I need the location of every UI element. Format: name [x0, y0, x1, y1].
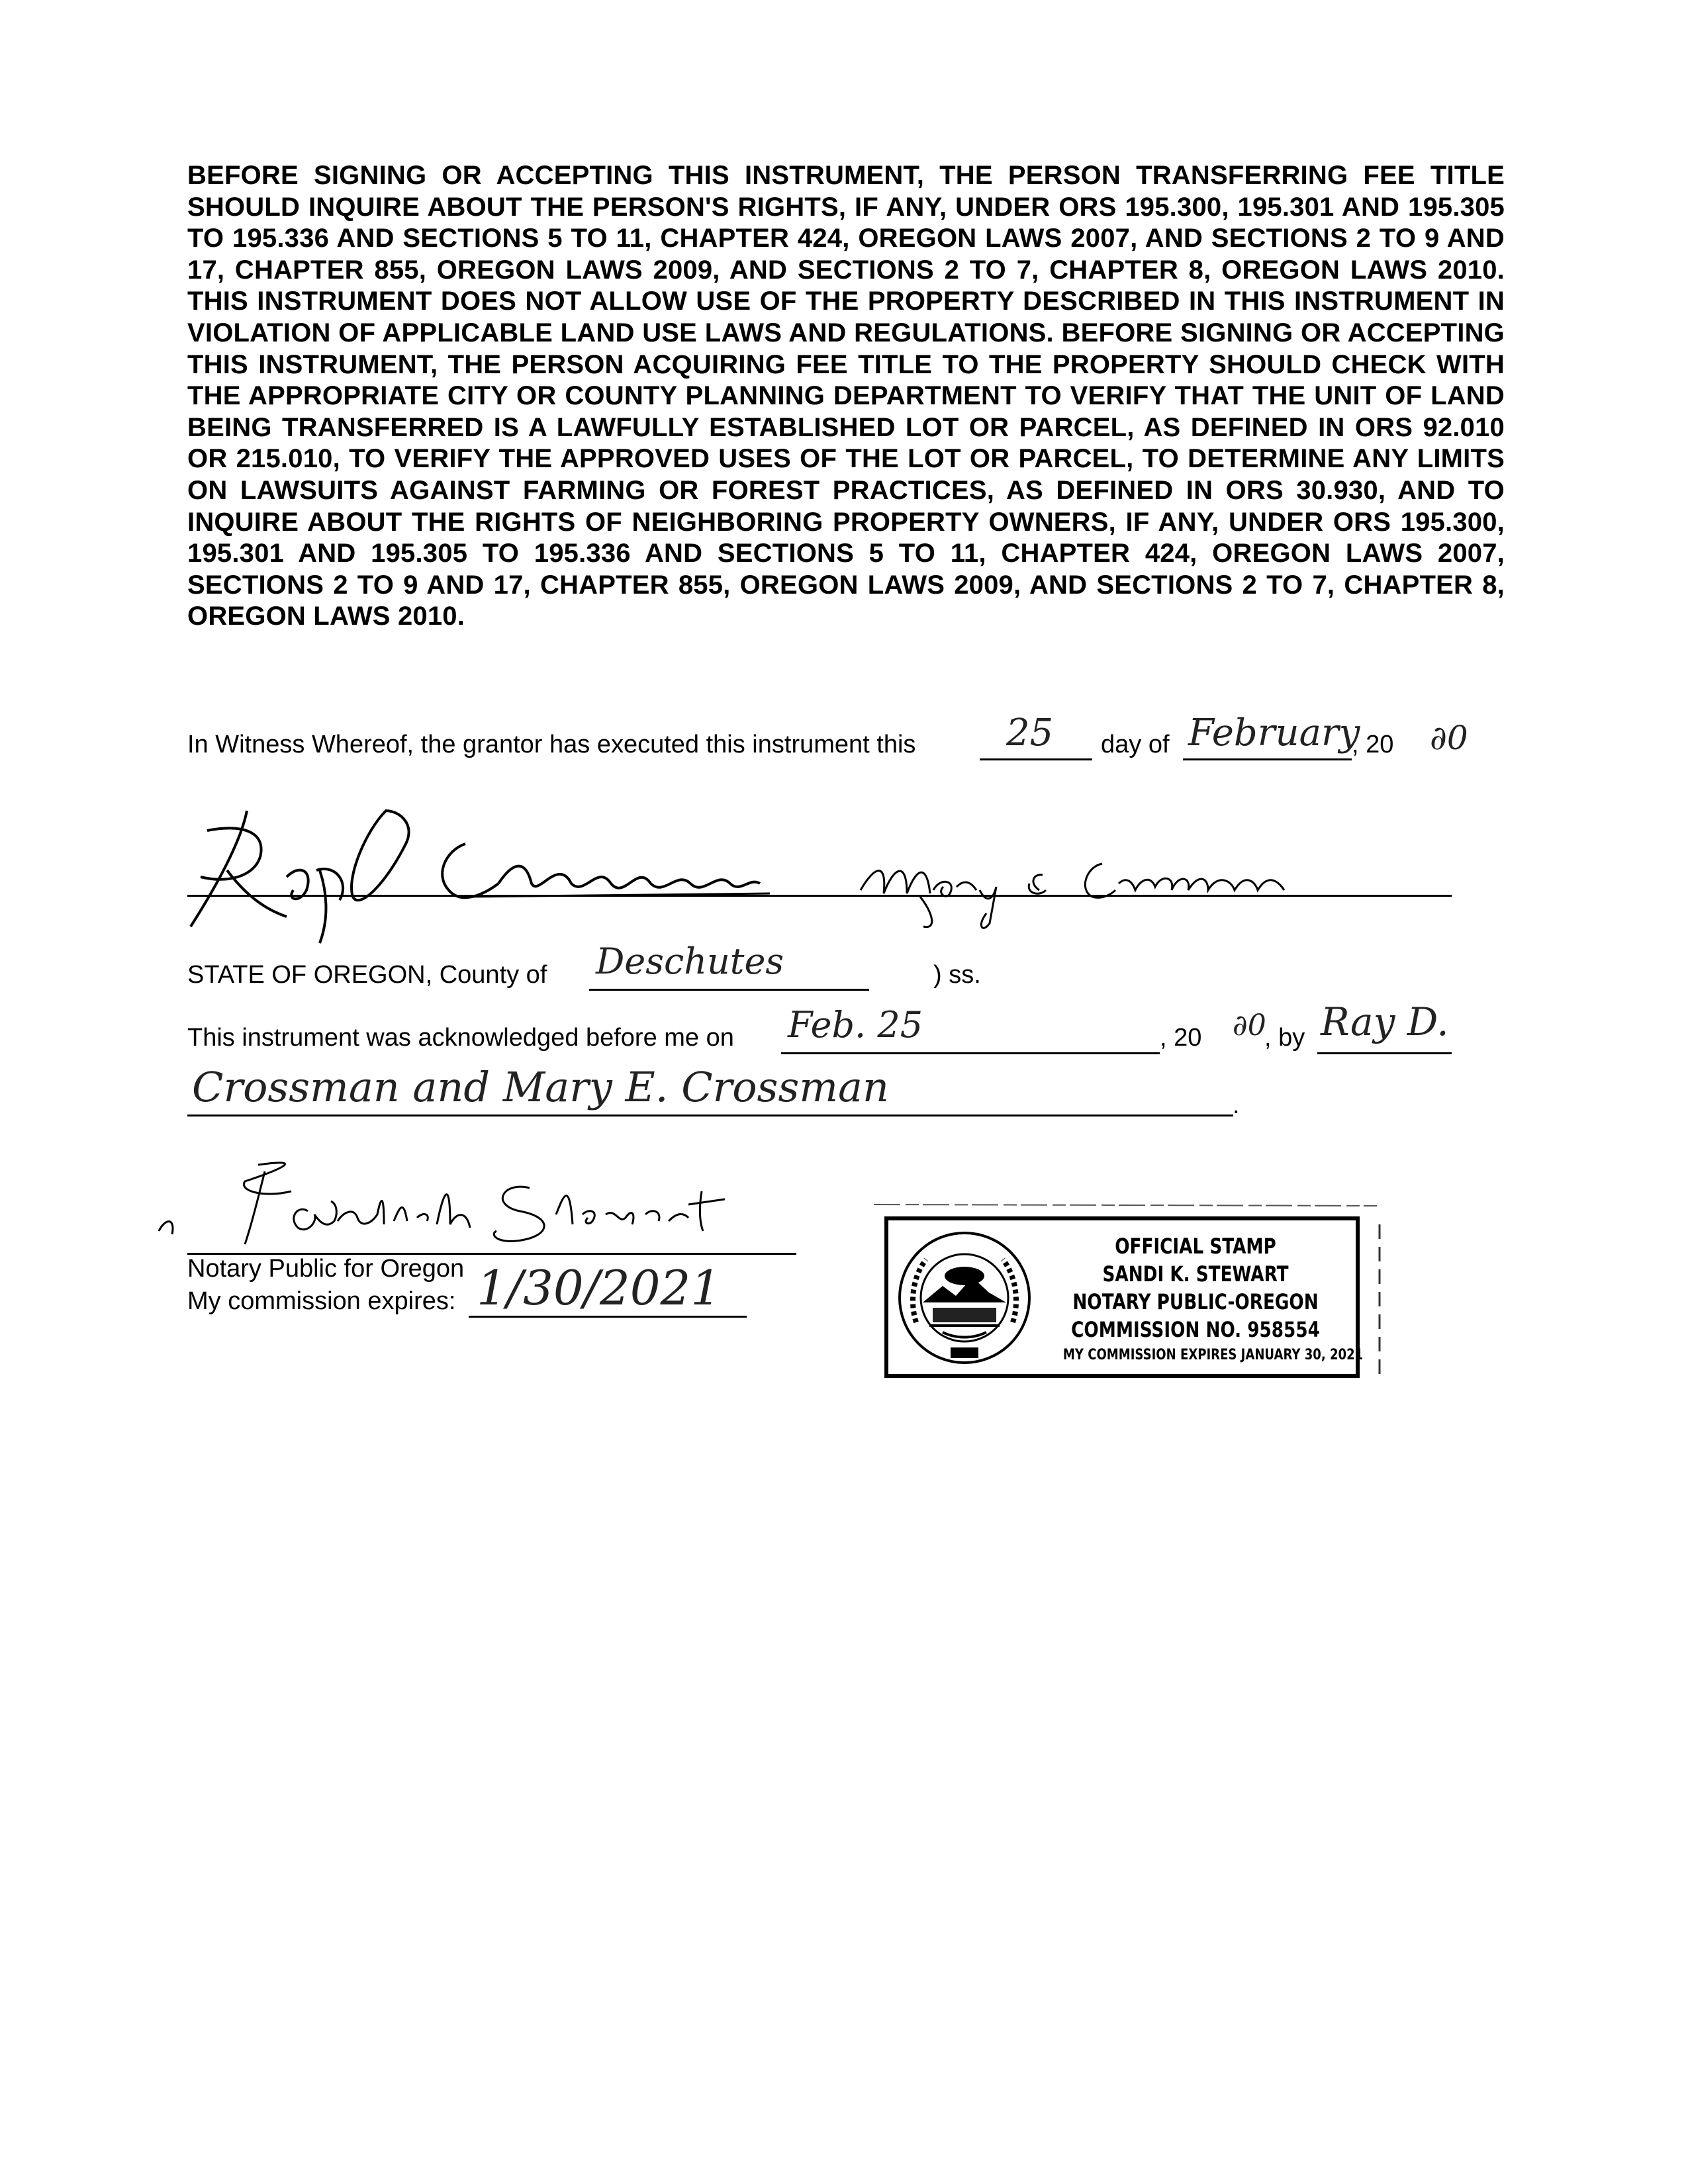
- ack-by-underline: [1317, 1052, 1452, 1054]
- ack-year-prefix: , 20: [1160, 1024, 1202, 1052]
- notary-signature: [159, 1152, 808, 1257]
- land-use-notice: BEFORE SIGNING OR ACCEPTING THIS INSTRUMENT, THE PERSON TRANSFERRING FEE TITLE SHOULD INQUIRE ABOUT THE PERSON'S RIGHTS, IF ANY, UNDER ORS 195.300, 195.301 AND 195.305 TO 195.336 AND SECTIONS 5 TO 11, CHAPTER 424, OREGON LAWS 2007, AND SECTIONS 2 TO 9 AND 17, CHAPTER 855, OREGON LAWS 2009, AND SECTIONS 2 TO 7, CHAPTER 8, OREGON LAWS 2010. THIS INSTRUMENT DOES NOT ALLOW USE OF THE PROPERTY DESCRIBED IN THIS INSTRUMENT IN VIOLATION OF APPLICABLE LAND USE LAWS AND REGULATIONS. BEFORE SIGNING OR ACCEPTING THIS INSTRUMENT, THE PERSON ACQUIRING FEE TITLE TO THE PROPERTY SHOULD CHECK WITH THE APPROPRIATE CITY OR COUNTY PLANNING DEPARTMENT TO VERIFY THAT THE UNIT OF LAND BEING TRANSFERRED IS A LAWFULLY ESTABLISHED LOT OR PARCEL, AS DEFINED IN ORS 92.010 OR 215.010, TO VERIFY THE APPROVED USES OF THE LOT OR PARCEL, TO DETERMINE ANY LIMITS ON LAWSUITS AGAINST FARMING OR FOREST PRACTICES, AS DEFINED IN ORS 30.930, AND TO INQUIRE ABOUT THE RIGHTS OF NEIGHBORING PROPERTY OWNERS, IF ANY, UNDER ORS 195.300, 195.301 AND 195.305 TO 195.336 AND SECTIONS 5 TO 11, CHAPTER 424, OREGON LAWS 2007, SECTIONS 2 TO 9 AND 17, CHAPTER 855, OREGON LAWS 2009, AND SECTIONS 2 TO 7, CHAPTER 8, OREGON LAWS 2010.: [187, 161, 1505, 631]
- grantor-2-signature: [847, 827, 1350, 933]
- ack-names-line2: Crossman and Mary E. Crossman: [192, 1063, 889, 1111]
- oregon-seal-icon: [896, 1230, 1033, 1366]
- ack-names-line1: Ray D.: [1321, 999, 1449, 1044]
- day-underline: [980, 758, 1092, 760]
- stamp-heading: OFFICIAL STAMP: [1115, 1234, 1276, 1259]
- day-of-label: day of: [1101, 731, 1170, 758]
- witness-prefix: In Witness Whereof, the grantor has executed this instrument this: [187, 731, 916, 758]
- county-underline: [589, 989, 869, 991]
- ack-by-label: , by: [1264, 1024, 1305, 1052]
- stamp-top-edge: [861, 1199, 1383, 1212]
- stamp-commission-number: COMMISSION NO. 958554: [1071, 1317, 1320, 1342]
- official-stamp: [884, 1216, 1364, 1378]
- expires-underline: [469, 1316, 747, 1318]
- ss-label: ) ss.: [933, 961, 981, 989]
- ack-date-underline: [781, 1052, 1160, 1054]
- ack-names-underline: [187, 1115, 1233, 1116]
- expires-handwritten: 1/30/2021: [477, 1260, 722, 1316]
- grantor-1-signature: [187, 784, 796, 950]
- stamp-text-block: [1062, 1232, 1364, 1367]
- ack-period: .: [1233, 1091, 1240, 1119]
- county-handwritten: Deschutes: [596, 940, 784, 982]
- stamp-notary-name: SANDI K. STEWART: [1102, 1261, 1289, 1287]
- acknowledgment-prefix: This instrument was acknowledged before me on: [187, 1024, 734, 1052]
- stamp-notary-title: NOTARY PUBLIC-OREGON: [1072, 1289, 1319, 1314]
- commission-expires-label: My commission expires:: [187, 1287, 456, 1315]
- month-handwritten: February: [1188, 711, 1360, 754]
- ack-year-handwritten: ∂0: [1233, 1009, 1266, 1042]
- stamp-commission-expires: MY COMMISSION EXPIRES JANUARY 30, 2021: [1062, 1347, 1364, 1363]
- day-handwritten: 25: [1006, 711, 1054, 754]
- notary-title: Notary Public for Oregon: [187, 1255, 465, 1283]
- month-underline: [1183, 758, 1352, 760]
- state-county-prefix: STATE OF OREGON, County of: [187, 961, 547, 989]
- year-digits-handwritten: ∂0: [1430, 719, 1468, 757]
- ack-date-handwritten: Feb. 25: [788, 1004, 923, 1046]
- stamp-right-edge: [1376, 1224, 1383, 1377]
- year-prefix: , 20: [1352, 731, 1394, 758]
